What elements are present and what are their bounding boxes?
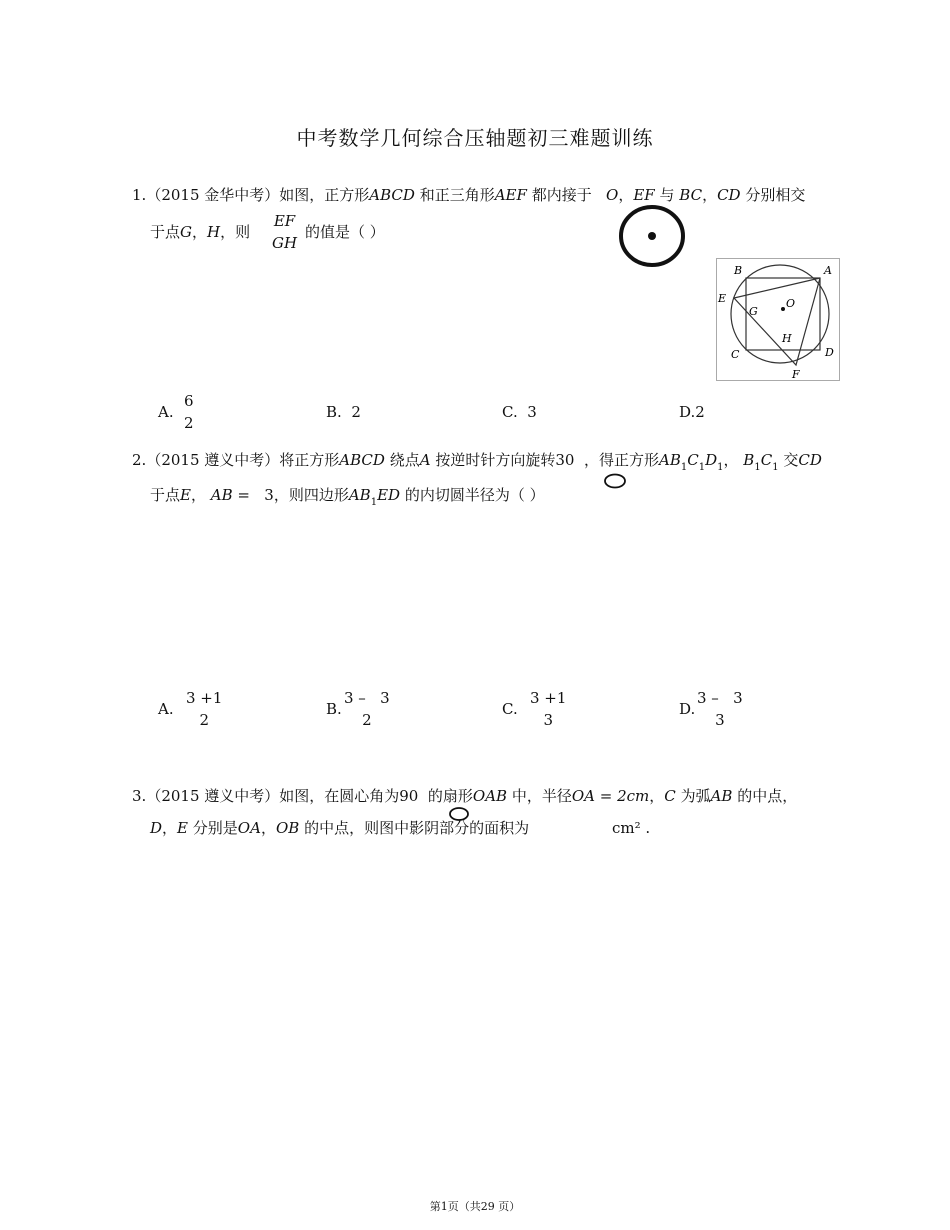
figure-label-a: A: [824, 264, 832, 277]
q1-option-c: C. 3: [502, 403, 537, 421]
figure-label-f: F: [792, 368, 800, 381]
q2-option-b-label: B.: [326, 700, 342, 718]
question-number: 2.: [132, 451, 147, 469]
figure-label-o: O: [786, 297, 796, 310]
figure-label-e: E: [718, 292, 727, 305]
q1-option-a-fraction: 6 2: [184, 392, 194, 432]
question-number: 1.: [132, 186, 147, 204]
q2-option-d-label: D.: [679, 700, 696, 718]
figure-label-c: C: [731, 348, 740, 361]
page-footer: 第1页（共29 页）: [429, 1200, 521, 1213]
question-2-line-2: 于点E， AB = 3，则四边形$AB_1ED$ 的内切圆半径为（ ）: [150, 486, 545, 508]
q2-option-b-fraction: 3 – 3 2: [344, 689, 390, 729]
figure-q1-geometry: [716, 258, 840, 382]
question-1-line-2: 于点G，H，则: [150, 223, 251, 241]
q2-option-a-fraction: 3 +1 2: [186, 689, 223, 729]
figure-label-b: B: [734, 264, 743, 277]
question-1-ask: 的值是（ ）: [305, 223, 385, 241]
q1-option-d: D.2: [679, 403, 705, 421]
figure-label-g: G: [749, 305, 758, 318]
degree-circle-symbol: [602, 472, 628, 490]
q2-option-d-fraction: 3 – 3 3: [697, 689, 743, 729]
q2-option-c-fraction: 3 +1 3: [530, 689, 567, 729]
question-3-line-2: D，E 分别是OA，OB 的中点，则图中影阴部分的面积为: [150, 819, 530, 837]
circle-o-symbol: [616, 203, 690, 269]
q2-option-c-label: C.: [502, 700, 518, 718]
question-1-line-1: 1.（2015 金华中考）如图，正方形ABCD 和正三角形AEF 都内接于 O，EF 与 BC，CD 分别相交: [132, 186, 806, 204]
figure-label-d: D: [825, 346, 834, 359]
q1-option-b: B. 2: [326, 403, 361, 421]
area-unit: cm² .: [612, 819, 651, 837]
question-number: 3.: [132, 787, 147, 805]
page-title: 中考数学几何综合压轴题初三难题训练: [296, 126, 654, 150]
question-3-line-1: 3.（2015 遵义中考）如图，在圆心角为90 的扇形OAB 中，半径OA = 2cm，C 为弧AB 的中点，: [132, 787, 798, 805]
figure-label-h: H: [782, 332, 792, 345]
q2-option-a-label: A.: [158, 700, 174, 718]
question-2-line-1: 2.（2015 遵义中考）将正方形ABCD 绕点A 按逆时针方向旋转30 ，得正方形$AB_1C_1D_1$， $B_1C_1$ 交CD: [132, 451, 822, 473]
fraction-ef-gh: EF GH: [272, 212, 298, 252]
q1-option-a-label: A.: [158, 403, 174, 421]
